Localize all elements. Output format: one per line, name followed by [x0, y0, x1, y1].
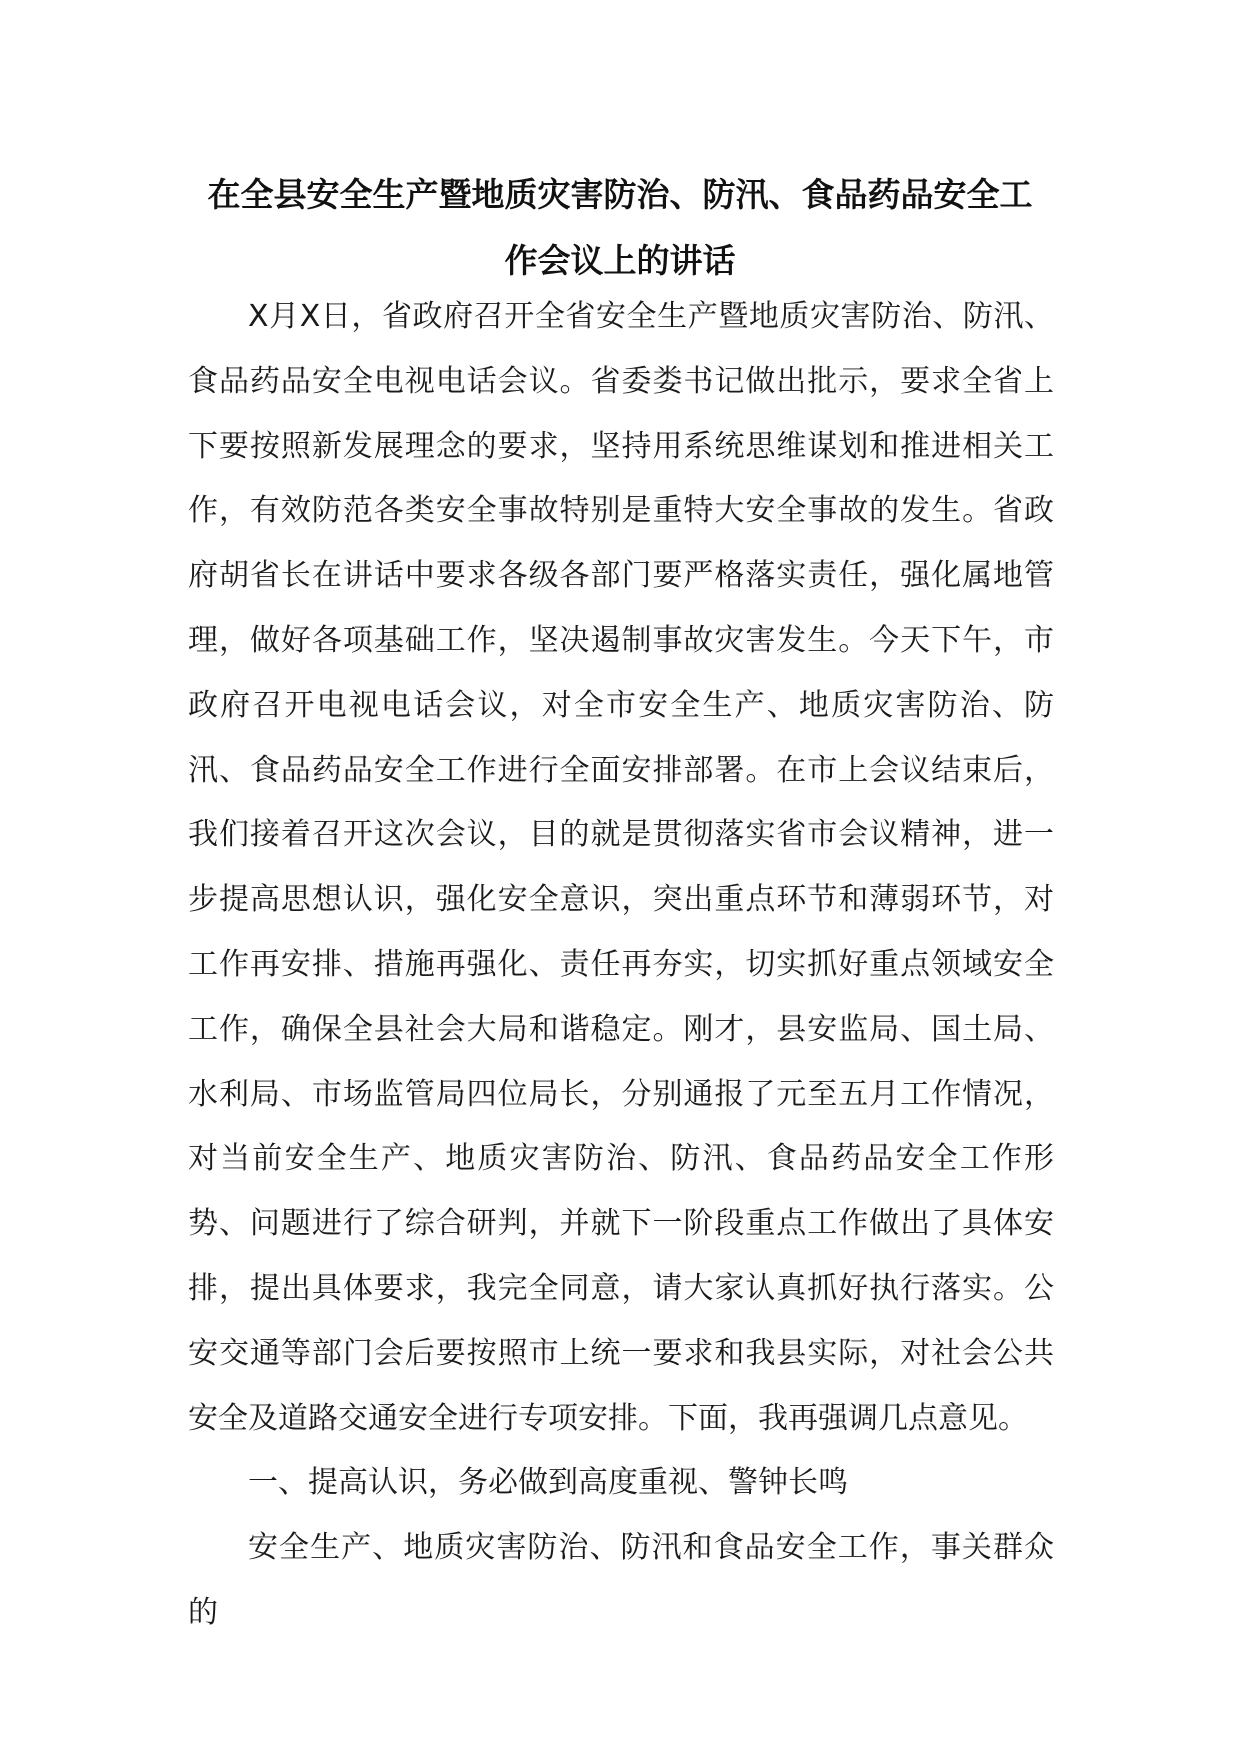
document-body — [188, 285, 1054, 1646]
document-title — [180, 162, 1060, 294]
section-paragraph-1: 安全生产、地质灾害防治、防汛和食品安全工作，事关群众的 — [188, 1530, 1054, 1630]
section-heading-1: 一、提高认识，务必做到高度重视、警钟长鸣 — [248, 1465, 848, 1501]
title-line-1: 在全县安全生产暨地质灾害防治、防汛、食品药品安全工 — [207, 175, 1033, 214]
title-line-2: 作会议上的讲话 — [504, 241, 736, 280]
body-paragraph-1: X月X日，省政府召开全省安全生产暨地质灾害防治、防汛、食品药品安全电视电话会议。省委娄书记做出批示，要求全省上下要按照新发展理念的要求，坚持用系统思维谋划和推进相关工作，有效防范各类安全事故特别是重特大安全事故的发生。省政府胡省长在讲话中要求各级各部门要严格落实责任，强化属地管理，做好各项基础工作，坚决遏制事故灾害发生。今天下午，市政府召开电视电话会议，对全市安全生产、地质灾害防治、防汛、食品药品安全工作进行全面安排部署。在市上会议结束后，我们接着召开这次会议，目的就是贯彻落实省市会议精神，进一步提高思想认识，强化安全意识，突出重点环节和薄弱环节，对工作再安排、措施再强化、责任再夯实，切实抓好重点领域安全工作，确保全县社会大局和谐稳定。刚才，县安监局、国土局、水利局、市场监管局四位局长，分别通报了元至五月工作情况，对当前安全生产、地质灾害防治、防汛、食品药品安全工作形势、问题进行了综合研判，并就下一阶段重点工作做出了具体安排，提出具体要求，我完全同意，请大家认真抓好执行落实。公安交通等部门会后要按照市上统一要求和我县实际，对社会公共安全及道路交通安全进行专项安排。下面，我再强调几点意见。 — [188, 299, 1054, 1436]
